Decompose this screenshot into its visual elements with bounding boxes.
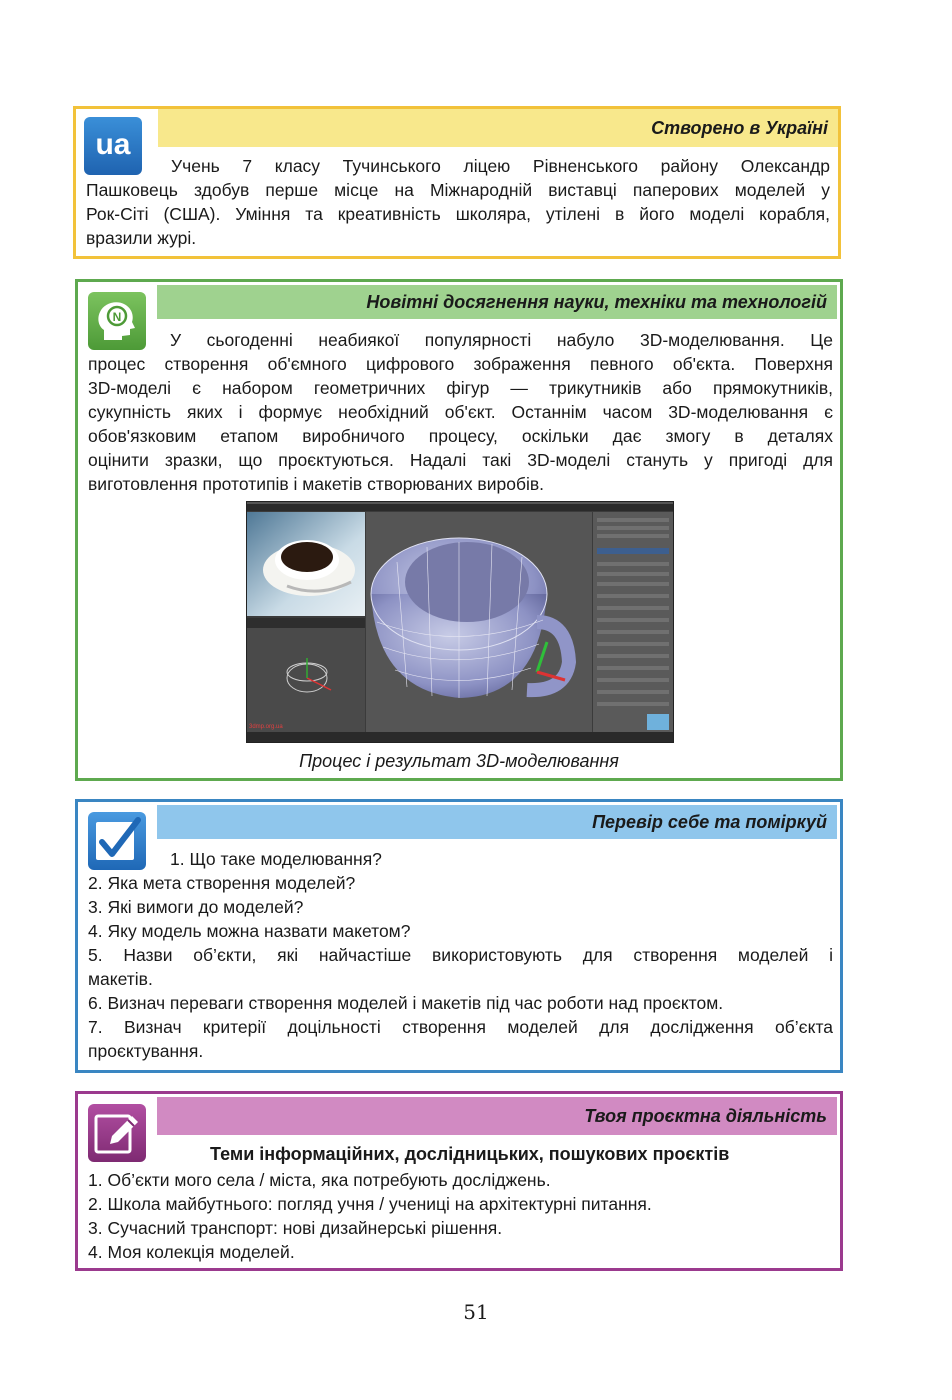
text-line: виготовлення прототипів і макетів створюваних виробів. (88, 474, 545, 494)
text-line: оцінити зразки, що проєктуються. Надалі такі 3D-моделі стануть у пригоді для (88, 450, 833, 470)
page-number: 51 (463, 1300, 489, 1324)
question-item: проєктування. (88, 1041, 204, 1061)
project-activity-box (75, 1091, 843, 1271)
list-item: 3. Сучасний транспорт: нові дизайнерські рішення. (88, 1218, 503, 1238)
figure-caption: Процес і результат 3D-моделювання (299, 751, 619, 771)
created-in-ukraine-box (73, 106, 841, 259)
science-achievements-header: Новітні досягнення науки, техніки та технологій (157, 285, 837, 319)
svg-text:N: N (112, 310, 122, 324)
text-line: Учень 7 класу Тучинського ліцею Рівненського району Олександр (171, 156, 830, 176)
self-check-box (75, 799, 843, 1073)
question-item: 6. Визнач переваги створення моделей і макетів під час роботи над проєктом. (88, 993, 724, 1013)
self-check-questions (88, 847, 833, 1063)
text-line: сукупність яких і формує необхідний об'єкт. Останнім часом 3D-моделювання є (88, 402, 833, 422)
3d-modeling-screenshot (246, 501, 674, 743)
text-line: вразили журі. (86, 228, 197, 248)
question-item: 1. Що таке моделювання? (170, 849, 382, 869)
text-line: обов'язковим етапом виробничого процесу, оскільки дає змогу в деталях (88, 426, 833, 446)
project-topics-title: Теми інформаційних, дослідницьких, пошукових проєктів (210, 1144, 730, 1164)
question-item: 7. Визнач критерії доцільності створення моделей для дослідження об’єкта (88, 1017, 833, 1037)
list-item: 2. Школа майбутнього: погляд учня / учениці на архітектурні питання. (88, 1194, 652, 1214)
science-text (88, 328, 833, 496)
project-topics-list (88, 1168, 833, 1264)
question-item: 4. Яку модель можна назвати макетом? (88, 921, 411, 941)
created-in-ukraine-header: Створено в Україні (158, 109, 838, 147)
question-item: 5. Назви об’єкти, які найчастіше використовують для створення моделей і (88, 945, 833, 965)
list-item: 4. Моя колекція моделей. (88, 1242, 295, 1262)
text-line: 3D-моделі є набором геометричних фігур — трикутників або прямокутників, (88, 378, 833, 398)
self-check-header: Перевір себе та поміркуй (157, 805, 837, 839)
question-item: макетів. (88, 969, 153, 989)
question-item: 2. Яка мета створення моделей? (88, 873, 356, 893)
text-line: процес створення об'ємного цифрового зображення певного об'єкта. Поверхня (88, 354, 833, 374)
project-activity-header: Твоя проєктна діяльність (157, 1097, 837, 1135)
text-line: Пашковець здобув перше місце на Міжнародній виставці паперових моделей у (86, 180, 830, 200)
pencil-icon (88, 1104, 146, 1162)
created-in-ukraine-text (86, 154, 830, 250)
svg-text:3dmp.org.ua: 3dmp.org.ua (249, 724, 283, 730)
text-line: Рок-Сіті (США). Уміння та креативність школяра, утілені в його моделі корабля, (86, 204, 830, 224)
question-item: 3. Які вимоги до моделей? (88, 897, 304, 917)
ua-icon: ua (84, 117, 142, 175)
list-item: 1. Об’єкти мого села / міста, яка потребують досліджень. (88, 1170, 551, 1190)
text-line: У сьогоденні неабиякої популярності набуло 3D-моделювання. Це (170, 330, 833, 350)
